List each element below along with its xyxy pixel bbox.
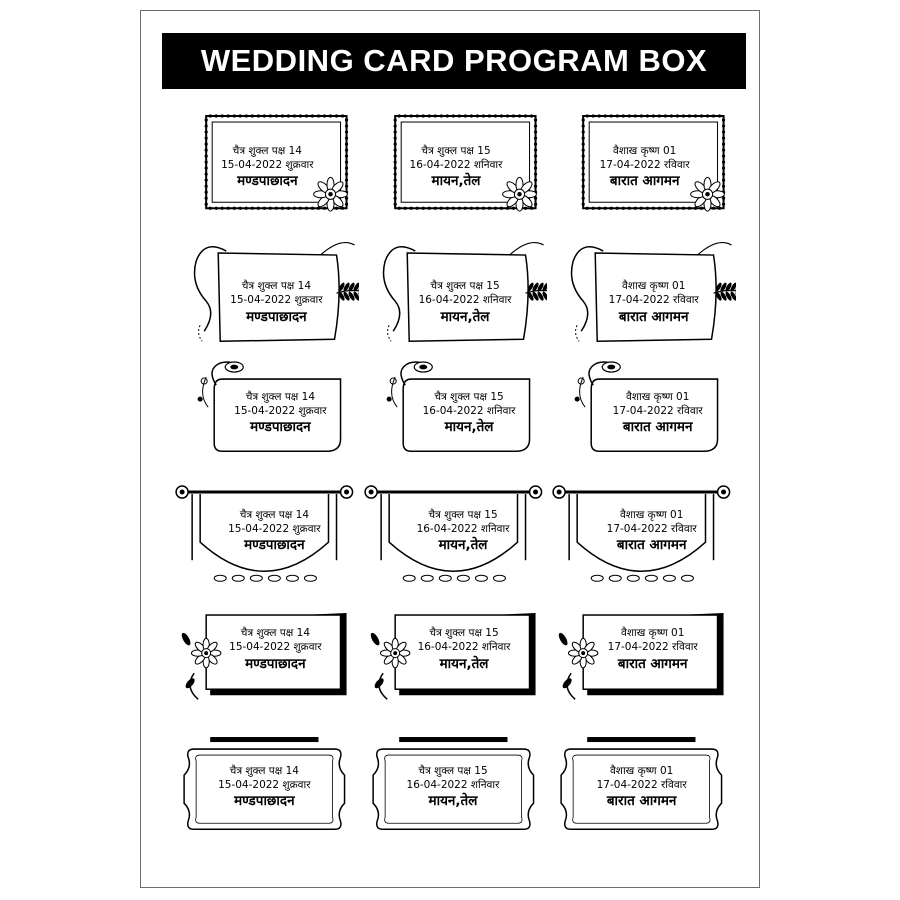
tithi-line: वैशाख कृष्ण 01 [609,764,674,777]
tithi-line: चैत्र शुक्ल पक्ष 14 [229,764,299,777]
box-text [401,263,529,341]
date-line: 15-04-2022 शुक्रवार [230,294,323,307]
box-text [587,617,717,681]
program-box [547,110,736,233]
tithi-line: वैशाख कृष्ण 01 [622,280,686,293]
box-text [591,496,711,566]
event-name: बारात आगमन [609,173,680,190]
event-name: मण्डपाछादन [234,792,295,809]
tithi-line: चैत्र शुक्ल पक्ष 15 [434,390,504,403]
program-box [170,110,359,233]
event-name: बारात आगमन [622,418,693,435]
box-text [577,745,705,829]
tithi-line: चैत्र शुक्ल पक्ष 14 [239,508,309,521]
date-line: 16-04-2022 शनिवार [422,404,516,417]
program-box [547,727,736,850]
tithi-line: वैशाख कृष्ण 01 [626,390,690,403]
tithi-line: चैत्र शुक्ल पक्ष 15 [429,627,499,640]
tithi-line: वैशाख कृष्ण 01 [612,144,677,157]
program-box [547,357,736,480]
box-text [579,130,709,204]
tithi-line: वैशाख कृष्ण 01 [620,508,684,521]
tithi-line: चैत्र शुक्ल पक्ष 14 [245,390,316,403]
event-name: बारात आगमन [617,655,688,672]
tithi-line: चैत्र शुक्ल पक्ष 15 [421,144,491,157]
date-line: 17-04-2022 रविवार [599,159,690,172]
tithi-line: वैशाख कृष्ण 01 [621,627,685,640]
date-line: 17-04-2022 रविवार [596,778,687,791]
date-line: 15-04-2022 शुक्रवार [234,404,327,417]
event-name: बारात आगमन [616,537,687,554]
program-box-grid [170,110,736,850]
box-text [589,263,717,341]
program-box [547,233,736,356]
date-line: 16-04-2022 शनिवार [406,778,500,791]
program-box [170,480,359,603]
box-text [218,379,342,447]
program-box [170,357,359,480]
box-text [389,745,517,829]
program-box [359,480,548,603]
date-line: 17-04-2022 रविवार [606,523,697,535]
program-box [547,480,736,603]
program-box [359,727,548,850]
event-name: मण्डपाछादन [244,537,305,554]
tithi-line: चैत्र शुक्ल पक्ष 15 [428,508,498,521]
program-box [547,603,736,726]
date-line: 15-04-2022 शुक्रवार [228,523,321,535]
box-text [200,745,328,829]
date-line: 16-04-2022 शनिवार [416,523,510,535]
event-name: मायन,तेल [444,418,494,435]
date-line: 17-04-2022 रविवार [608,294,699,307]
program-box [359,357,548,480]
event-name: मायन,तेल [439,655,489,672]
event-name: मण्डपाछादन [246,308,307,325]
event-name: मण्डपाछादन [237,173,298,190]
date-line: 17-04-2022 रविवार [607,641,698,654]
box-text [407,379,531,447]
program-box [170,727,359,850]
date-line: 16-04-2022 शनिवार [417,641,511,654]
box-text [403,496,523,566]
box-text [202,130,332,204]
tithi-line: चैत्र शुक्ल पक्ष 14 [241,280,312,293]
page-title: WEDDING CARD PROGRAM BOX [162,33,746,89]
box-text [595,379,719,447]
event-name: मायन,तेल [440,308,490,325]
program-box [170,233,359,356]
date-line: 15-04-2022 शुक्रवार [221,159,314,172]
date-line: 15-04-2022 शुक्रवार [218,778,311,791]
program-box [359,603,548,726]
event-name: मायन,तेल [431,173,481,190]
date-line: 17-04-2022 रविवार [612,404,703,417]
tithi-line: चैत्र शुक्ल पक्ष 15 [418,764,488,777]
box-text [399,617,529,681]
tithi-line: चैत्र शुक्ल पक्ष 14 [240,627,310,640]
box-text [212,263,340,341]
date-line: 16-04-2022 शनिवार [409,159,503,172]
event-name: बारात आगमन [606,792,677,809]
box-text [391,130,521,204]
event-name: मायन,तेल [428,792,478,809]
event-name: मायन,तेल [438,537,488,554]
event-name: मण्डपाछादन [250,418,311,435]
program-box [170,603,359,726]
program-box [359,233,548,356]
event-name: मण्डपाछादन [245,655,306,672]
box-text [210,617,340,681]
box-text [214,496,334,566]
date-line: 15-04-2022 शुक्रवार [229,641,322,654]
tithi-line: चैत्र शुक्ल पक्ष 14 [232,144,302,157]
event-name: बारात आगमन [618,308,689,325]
program-box [359,110,548,233]
tithi-line: चैत्र शुक्ल पक्ष 15 [430,280,500,293]
date-line: 16-04-2022 शनिवार [418,294,512,307]
